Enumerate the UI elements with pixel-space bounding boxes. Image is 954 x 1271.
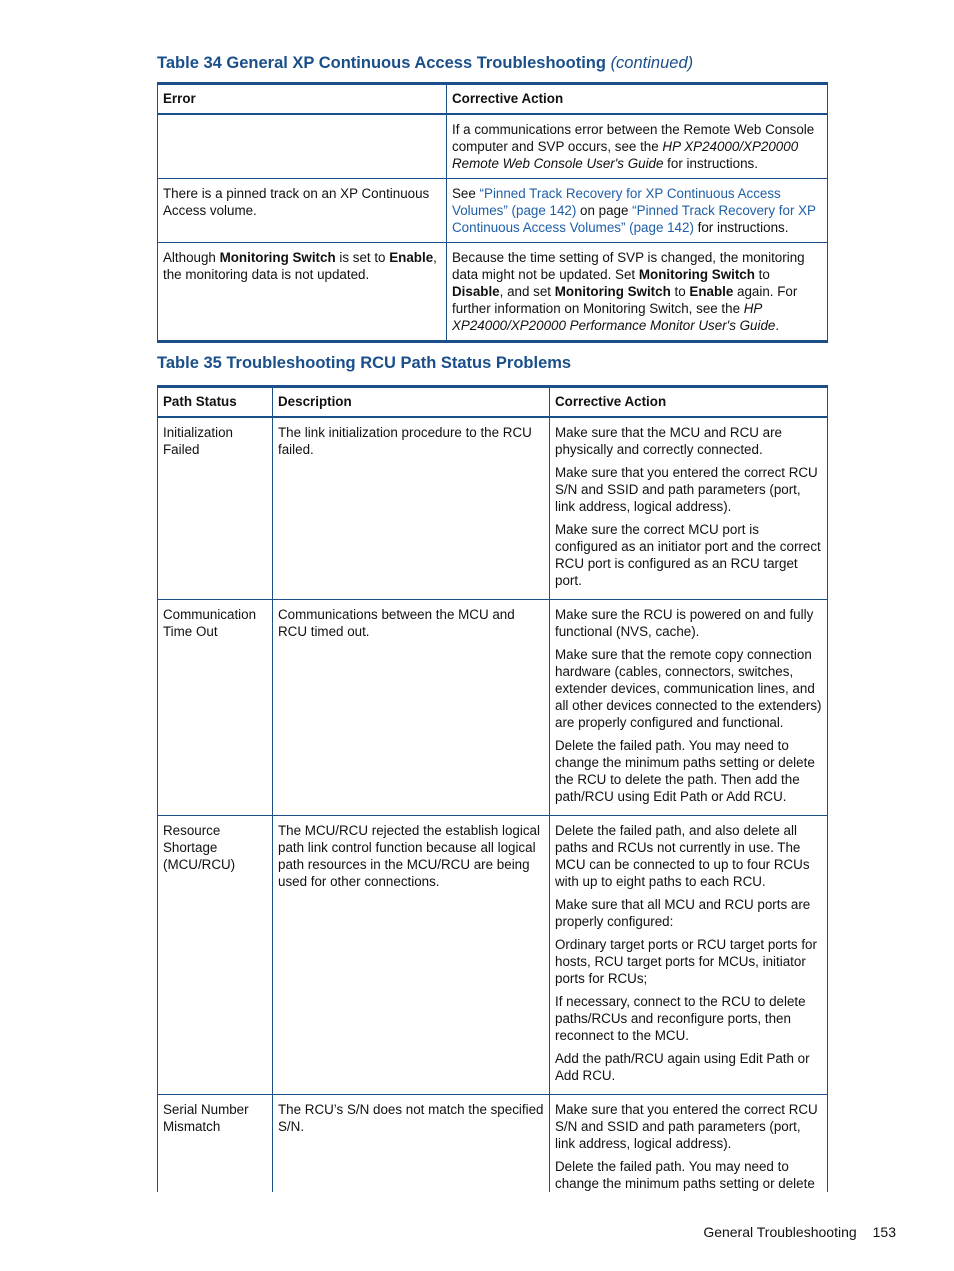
table-34-title: Table 34 General XP Continuous Access Troubleshooting: [157, 54, 606, 72]
action-paragraph: Ordinary target ports or RCU target ports for hosts, RCU target ports for MCUs, initiator ports for RCUs;: [555, 936, 817, 986]
table-row: [158, 242, 828, 341]
action-paragraph: Add the path/RCU again using Edit Path or Add RCU.: [555, 1050, 810, 1083]
table-34: [157, 82, 828, 343]
description-cell: The link initialization procedure to the RCU failed.: [273, 417, 550, 600]
action-paragraph: Make sure that you entered the correct RCU S/N and SSID and path parameters (port, link address, logical address).: [555, 1101, 818, 1151]
corrective-action-cell: [447, 178, 828, 242]
guide-title: HP XP24000/XP20000 Remote Web Console User's Guide: [452, 138, 799, 171]
page-number: 153: [872, 1224, 896, 1240]
table-row: [158, 178, 828, 242]
error-cell: [158, 242, 447, 341]
corrective-action-cell: [550, 599, 828, 815]
page-footer: [703, 1224, 896, 1241]
action-text: .: [775, 317, 780, 333]
guide-title: HP XP24000/XP20000 Performance Monitor User's Guide: [452, 300, 776, 333]
description-cell: The RCU’s S/N does not match the specified S/N.: [273, 1094, 550, 1192]
monitoring-switch-term: Monitoring Switch: [554, 283, 671, 299]
action-text: again. For further information on Monitoring Switch, see the: [452, 283, 798, 316]
table-row: [158, 417, 828, 600]
table-35-header-row: [158, 387, 828, 417]
action-paragraph: Make sure that you entered the correct RCU S/N and SSID and path parameters (port, link address, logical address).: [555, 464, 818, 514]
action-text: See: [452, 185, 480, 201]
column-header-corrective-action: Corrective Action: [447, 84, 828, 114]
action-text: for instructions.: [693, 219, 789, 235]
description-cell: Communications between the MCU and RCU timed out.: [273, 599, 550, 815]
table-row: [158, 815, 828, 1094]
action-paragraph: Delete the failed path. You may need to change the minimum paths setting or delete the RCU to delete the path. Then add the path/RCU using Edit Path or Add RCU.: [555, 737, 815, 804]
table-34-header-row: [158, 84, 828, 114]
action-text: If a communications error between the Remote Web Console computer and SVP occurs, see the: [452, 121, 815, 154]
corrective-action-cell: [447, 114, 828, 179]
table-row: [158, 599, 828, 815]
enable-term: Enable: [689, 283, 734, 299]
path-status-cell: Communication Time Out: [158, 599, 273, 815]
table-34-caption: [157, 55, 693, 72]
corrective-action-cell: [550, 815, 828, 1094]
action-paragraph: Delete the failed path. You may need to change the minimum paths setting or delete: [555, 1158, 815, 1191]
action-paragraph: Make sure the RCU is powered on and fully functional (NVS, cache).: [555, 606, 814, 639]
error-text: is set to: [335, 249, 390, 265]
corrective-action-cell: [550, 1094, 828, 1192]
action-paragraph: Make sure that all MCU and RCU ports are properly configured:: [555, 896, 811, 929]
column-header-path-status: Path Status: [158, 387, 273, 417]
path-status-cell: Initialization Failed: [158, 417, 273, 600]
path-status-cell: Resource Shortage (MCU/RCU): [158, 815, 273, 1094]
path-status-cell: Serial Number Mismatch: [158, 1094, 273, 1192]
error-cell: There is a pinned track on an XP Continuous Access volume.: [158, 178, 447, 242]
monitoring-switch-term: Monitoring Switch: [219, 249, 336, 265]
pinned-track-recovery-page-link[interactable]: “Pinned Track Recovery for XP Continuous Access Volumes” (page 142): [452, 202, 816, 235]
action-text: on page: [576, 202, 633, 218]
monitoring-switch-term: Monitoring Switch: [638, 266, 755, 282]
enable-term: Enable: [389, 249, 434, 265]
table-35-caption: Table 35 Troubleshooting RCU Path Status Problems: [157, 354, 572, 372]
corrective-action-cell: [550, 417, 828, 600]
action-text: to: [670, 283, 690, 299]
description-cell: The MCU/RCU rejected the establish logical path link control function because all logical path resources in the MCU/RCU are being used for other connections.: [273, 815, 550, 1094]
table-35: [157, 385, 828, 1192]
table-row: [158, 1094, 828, 1192]
action-text: to: [754, 266, 770, 282]
column-header-error: Error: [158, 84, 447, 114]
action-paragraph: Make sure that the MCU and RCU are physically and correctly connected.: [555, 424, 782, 457]
action-text: , and set: [499, 283, 555, 299]
disable-term: Disable: [452, 283, 500, 299]
action-paragraph: Delete the failed path, and also delete all paths and RCUs not currently in use. The MCU can be connected to up to four RCUs with up to eight paths to each RCU.: [555, 822, 810, 889]
footer-section-title: General Troubleshooting: [703, 1224, 857, 1240]
action-paragraph: If necessary, connect to the RCU to delete paths/RCUs and reconfigure ports, then reconnect to the MCU.: [555, 993, 806, 1043]
action-text: for instructions.: [663, 155, 758, 171]
table-34-continued: (continued): [610, 54, 694, 72]
corrective-action-cell: [447, 242, 828, 341]
action-paragraph: Make sure that the remote copy connection hardware (cables, connectors, switches, extender devices, communication lines, and all other devices connected to the extenders) are properly configured and functional.: [555, 646, 822, 730]
pinned-track-recovery-link[interactable]: “Pinned Track Recovery for XP Continuous Access Volumes” (page 142): [452, 185, 781, 218]
table-row: [158, 114, 828, 179]
column-header-description: Description: [273, 387, 550, 417]
action-text: Because the time setting of SVP is changed, the monitoring data might not be updated. Set: [452, 249, 805, 282]
column-header-corrective-action: Corrective Action: [550, 387, 828, 417]
error-text: Although: [163, 249, 220, 265]
error-cell: [158, 114, 447, 179]
action-paragraph: Make sure the correct MCU port is configured as an initiator port and the correct RCU port is configured as an RCU target port.: [555, 521, 821, 588]
error-text: , the monitoring data is not updated.: [163, 249, 437, 282]
